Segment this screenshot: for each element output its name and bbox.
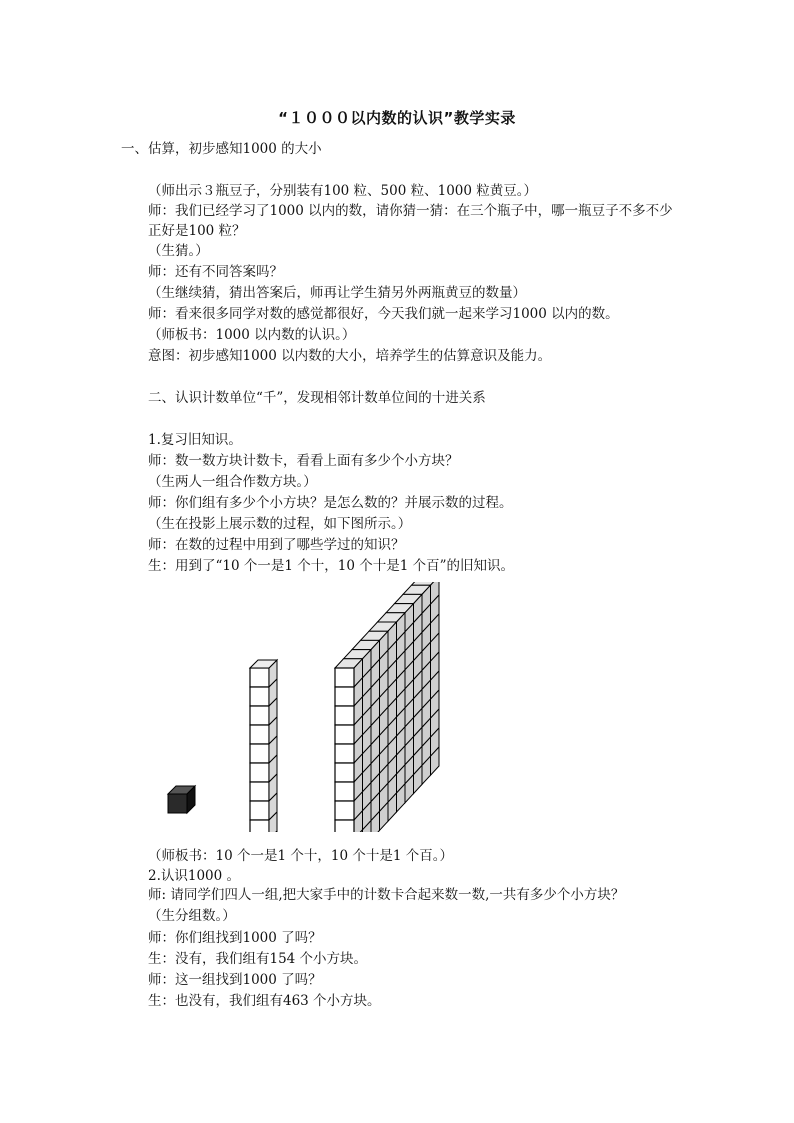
- paragraph: 师：这一组找到1000 了吗？: [148, 972, 322, 988]
- paragraph: （生两人一组合作数方块。）: [148, 474, 317, 490]
- paragraph: 师: 请同学们四人一组,把大家手中的计数卡合起来数一数,一共有多少个小方块？: [148, 887, 625, 903]
- paragraph: 1.复习旧知识。: [148, 432, 242, 448]
- section-heading-1: 一、估算，初步感知1000 的大小: [121, 141, 322, 157]
- paragraph: （生继续猜，猜出答案后，师再让学生猜另外两瓶黄豆的数量）: [148, 285, 526, 301]
- hundred-flat: [335, 582, 439, 832]
- paragraph: 师：你们组找到1000 了吗？: [148, 930, 322, 946]
- paragraph: 师：我们已经学习了1000 以内的数，请你猜一猜：在三个瓶子中，哪一瓶豆子不多不少正好是100 粒？: [148, 203, 673, 239]
- paragraph: 师：还有不同答案吗？: [148, 264, 283, 280]
- paragraph: 2.认识1000 。: [148, 868, 241, 884]
- paragraph: （生猜。）: [148, 243, 209, 259]
- paragraph: （生分组数。）: [148, 908, 236, 924]
- paragraph: 师：你们组有多少个小方块？是怎么数的？并展示数的过程。: [148, 495, 513, 511]
- paragraph: 师：数一数方块计数卡，看看上面有多少个小方块？: [148, 453, 459, 469]
- paragraph: 师：看来很多同学对数的感觉都很好，今天我们就一起来学习1000 以内的数。: [148, 306, 619, 322]
- paragraph: 生：没有，我们组有154 个小方块。: [148, 951, 368, 967]
- unit-cube: [168, 786, 195, 813]
- paragraph: 意图：初步感知1000 以内数的大小，培养学生的估算意识及能力。: [148, 348, 552, 364]
- document-title: “１０００以内数的认识”教学实录: [278, 109, 516, 127]
- paragraph: 生：也没有，我们组有463 个小方块。: [148, 993, 381, 1009]
- paragraph: （师板书：10 个一是1 个十，10 个十是1 个百。）: [148, 848, 453, 864]
- paragraph: （师板书：1000 以内数的认识。）: [148, 327, 356, 343]
- ten-rod: [250, 660, 277, 832]
- paragraph: （生在投影上展示数的过程，如下图所示。）: [148, 516, 412, 532]
- base-ten-blocks-figure: [160, 582, 450, 832]
- paragraph: 师：在数的过程中用到了哪些学过的知识？: [148, 537, 405, 553]
- section-heading-2: 二、认识计数单位“千”，发现相邻计数单位间的十进关系: [148, 390, 486, 406]
- paragraph: （师出示３瓶豆子，分别装有100 粒、500 粒、1000 粒黄豆。）: [148, 183, 538, 199]
- paragraph: 生：用到了“10 个一是1 个十，10 个十是1 个百”的旧知识。: [148, 558, 515, 574]
